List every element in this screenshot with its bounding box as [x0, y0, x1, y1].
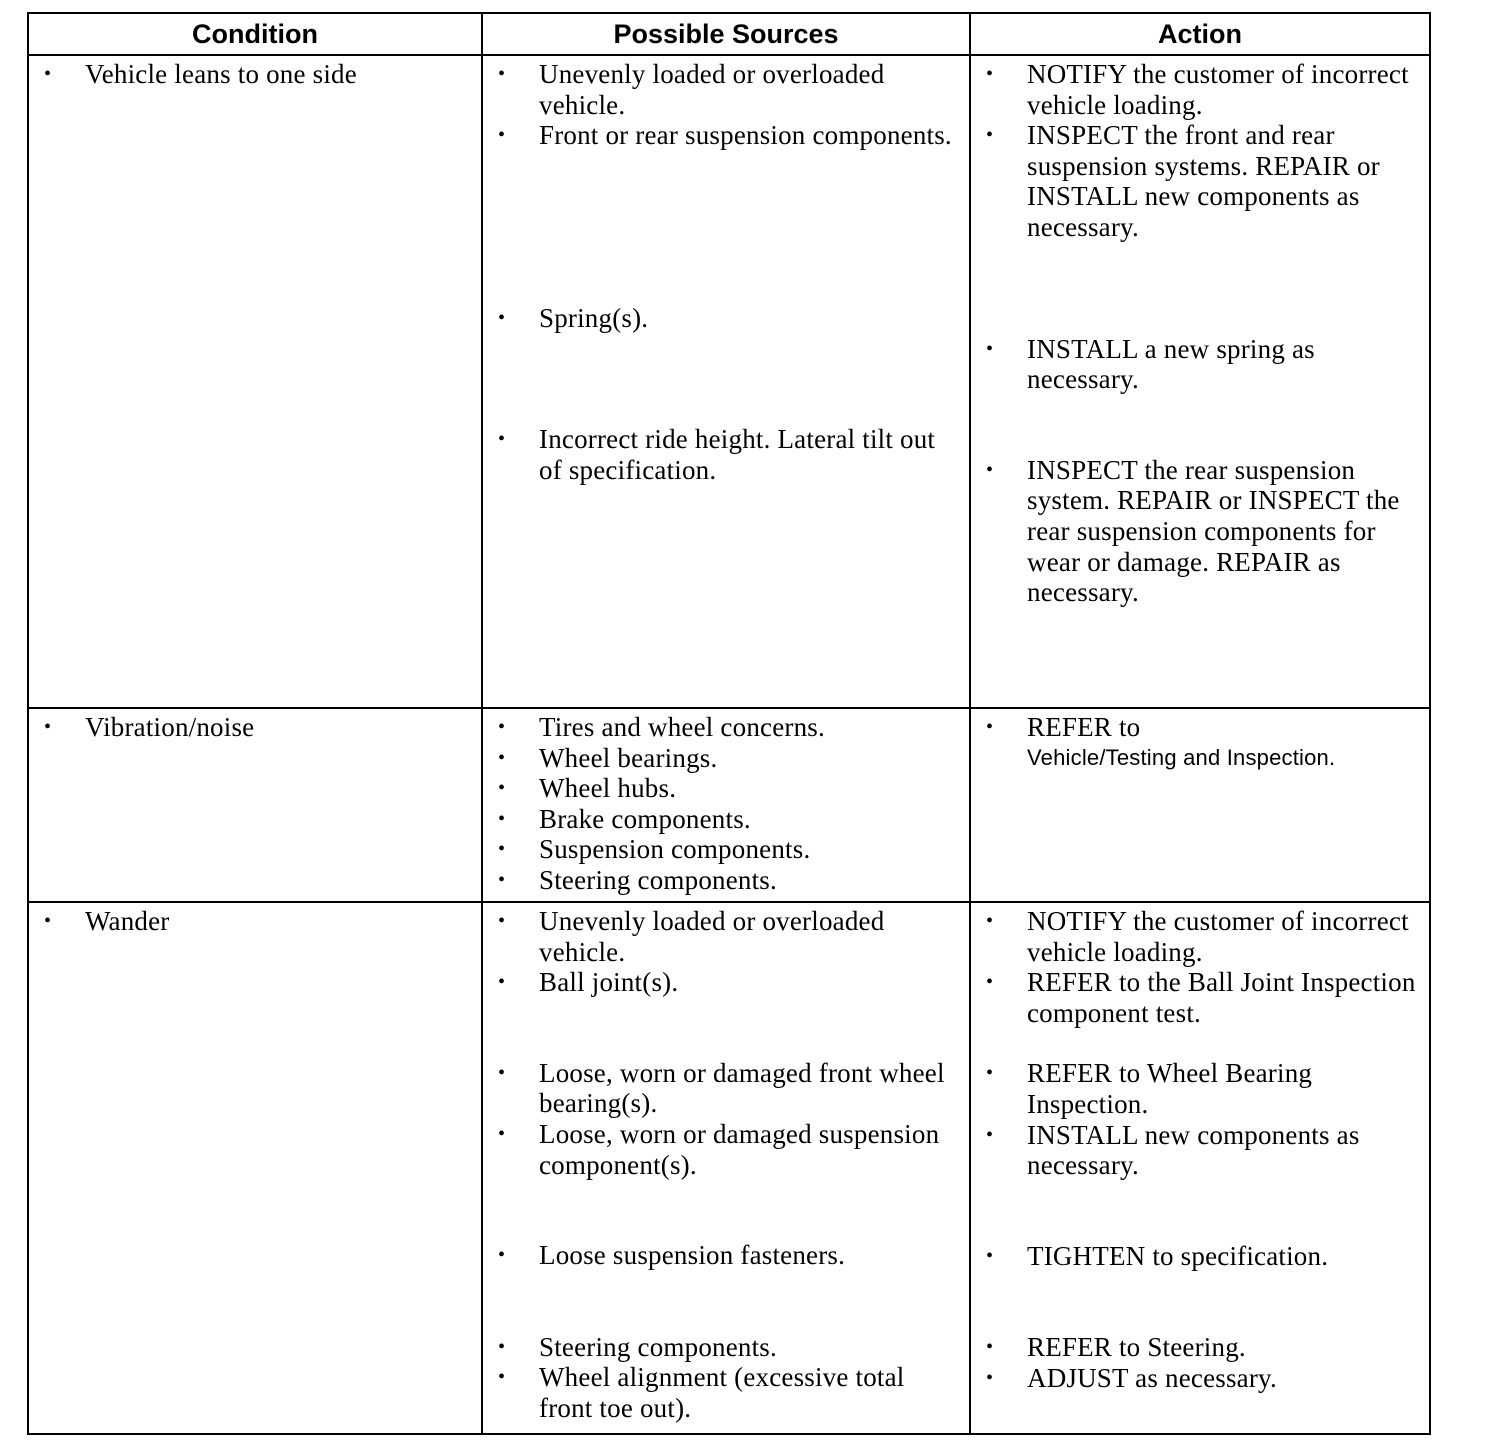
bullet-icon: • [44, 716, 52, 738]
source-item: • Loose, worn or damaged suspension component(s). [498, 1118, 940, 1180]
condition-cell [28, 708, 482, 902]
bullet-icon: • [986, 1062, 994, 1085]
action-item: • REFER to Wheel Bearing Inspection. [986, 1058, 1313, 1119]
table-row [28, 902, 1430, 1434]
bullet-icon: • [498, 1335, 506, 1358]
bullet-icon: • [44, 63, 52, 85]
bullet-icon: • [986, 1244, 994, 1267]
bullet-icon: • [498, 807, 506, 830]
bullet-icon: • [986, 910, 994, 932]
source-item: • Loose, worn or damaged front wheel bearing(s). [498, 1057, 945, 1119]
bullet-icon: • [498, 1061, 506, 1084]
source-item: • Ball joint(s). [498, 967, 679, 998]
condition-cell [28, 55, 482, 708]
source-item: • Tires and wheel concerns. [498, 712, 825, 742]
action-item: • ADJUST as necessary. [986, 1362, 1277, 1393]
bullet-icon: • [498, 63, 506, 85]
bullet-icon: • [498, 1122, 506, 1145]
action-item: • REFER to Vehicle/Testing and Inspection. [971, 712, 1429, 773]
condition-item: • Wander [44, 906, 170, 936]
bullet-icon: • [986, 458, 994, 481]
action-item: • NOTIFY the customer of incorrect vehicle loading. [986, 59, 1409, 120]
condition-cell [28, 902, 482, 1434]
source-item: • Unevenly loaded or overloaded vehicle. [498, 59, 885, 120]
source-item: • Steering components. [498, 1331, 777, 1362]
table-row [28, 55, 1430, 708]
bullet-icon: • [498, 971, 506, 994]
bullet-icon: • [986, 1123, 994, 1146]
action-reference-link[interactable]: Vehicle/Testing and Inspection. [1027, 744, 1336, 770]
bullet-icon: • [986, 716, 994, 738]
source-item: • Steering components. [498, 864, 777, 895]
action-cell [970, 902, 1430, 1434]
bullet-icon: • [498, 1244, 506, 1267]
action-cell [970, 55, 1430, 708]
bullet-icon: • [986, 1366, 994, 1389]
bullet-icon: • [498, 838, 506, 861]
bullet-icon: • [986, 1336, 994, 1359]
source-item: • Wheel alignment (excessive total front toe out). [498, 1362, 905, 1423]
action-item: • TIGHTEN to specification. [986, 1240, 1329, 1271]
action-item: • INSPECT the rear suspension system. REPAIR or INSPECT the rear suspension components for wear or damage. REPAIR as necessary. [986, 454, 1400, 608]
bullet-icon: • [986, 971, 994, 994]
bullet-icon: • [986, 124, 994, 147]
header-condition: Condition [28, 13, 482, 55]
bullet-icon: • [498, 716, 506, 738]
diagnosis-table [27, 12, 1431, 1435]
action-item: • INSTALL a new spring as necessary. [986, 333, 1315, 395]
source-item: • Loose suspension fasteners. [498, 1240, 846, 1271]
source-item: • Wheel hubs. [498, 773, 677, 804]
bullet-icon: • [498, 910, 506, 932]
sources-cell [482, 902, 970, 1434]
source-item: • Incorrect ride height. Lateral tilt out of specification. [498, 424, 936, 485]
bullet-icon: • [498, 306, 506, 329]
action-item: • REFER to Steering. [986, 1332, 1246, 1363]
header-possible-sources: Possible Sources [482, 13, 970, 55]
sources-cell [482, 55, 970, 708]
bullet-icon: • [498, 1366, 506, 1389]
action-item: • INSPECT the front and rear suspension systems. REPAIR or INSTALL new components as necessary. [986, 120, 1380, 242]
bullet-icon: • [498, 428, 506, 451]
bullet-icon: • [498, 124, 506, 147]
condition-item: • Vehicle leans to one side [44, 59, 357, 89]
action-item: • INSTALL new components as necessary. [986, 1119, 1360, 1181]
header-row [28, 13, 1430, 55]
source-item: • Suspension components. [498, 834, 811, 865]
action-item: • NOTIFY the customer of incorrect vehicle loading. [986, 906, 1409, 967]
source-item: • Unevenly loaded or overloaded vehicle. [498, 906, 885, 967]
source-item: • Front or rear suspension components. [498, 120, 952, 151]
header-action: Action [970, 13, 1430, 55]
sources-cell [482, 708, 970, 902]
action-item: • REFER to the Ball Joint Inspection component test. [986, 967, 1416, 1028]
source-item: • Wheel bearings. [498, 742, 718, 773]
source-item: • Spring(s). [498, 302, 649, 333]
bullet-icon: • [44, 910, 52, 932]
source-item: • Brake components. [498, 803, 751, 834]
bullet-icon: • [498, 746, 506, 769]
bullet-icon: • [498, 868, 506, 891]
bullet-icon: • [986, 337, 994, 360]
action-cell [970, 708, 1430, 902]
table-row [28, 708, 1430, 902]
bullet-icon: • [498, 777, 506, 800]
bullet-icon: • [986, 63, 994, 85]
condition-item: • Vibration/noise [44, 712, 255, 742]
